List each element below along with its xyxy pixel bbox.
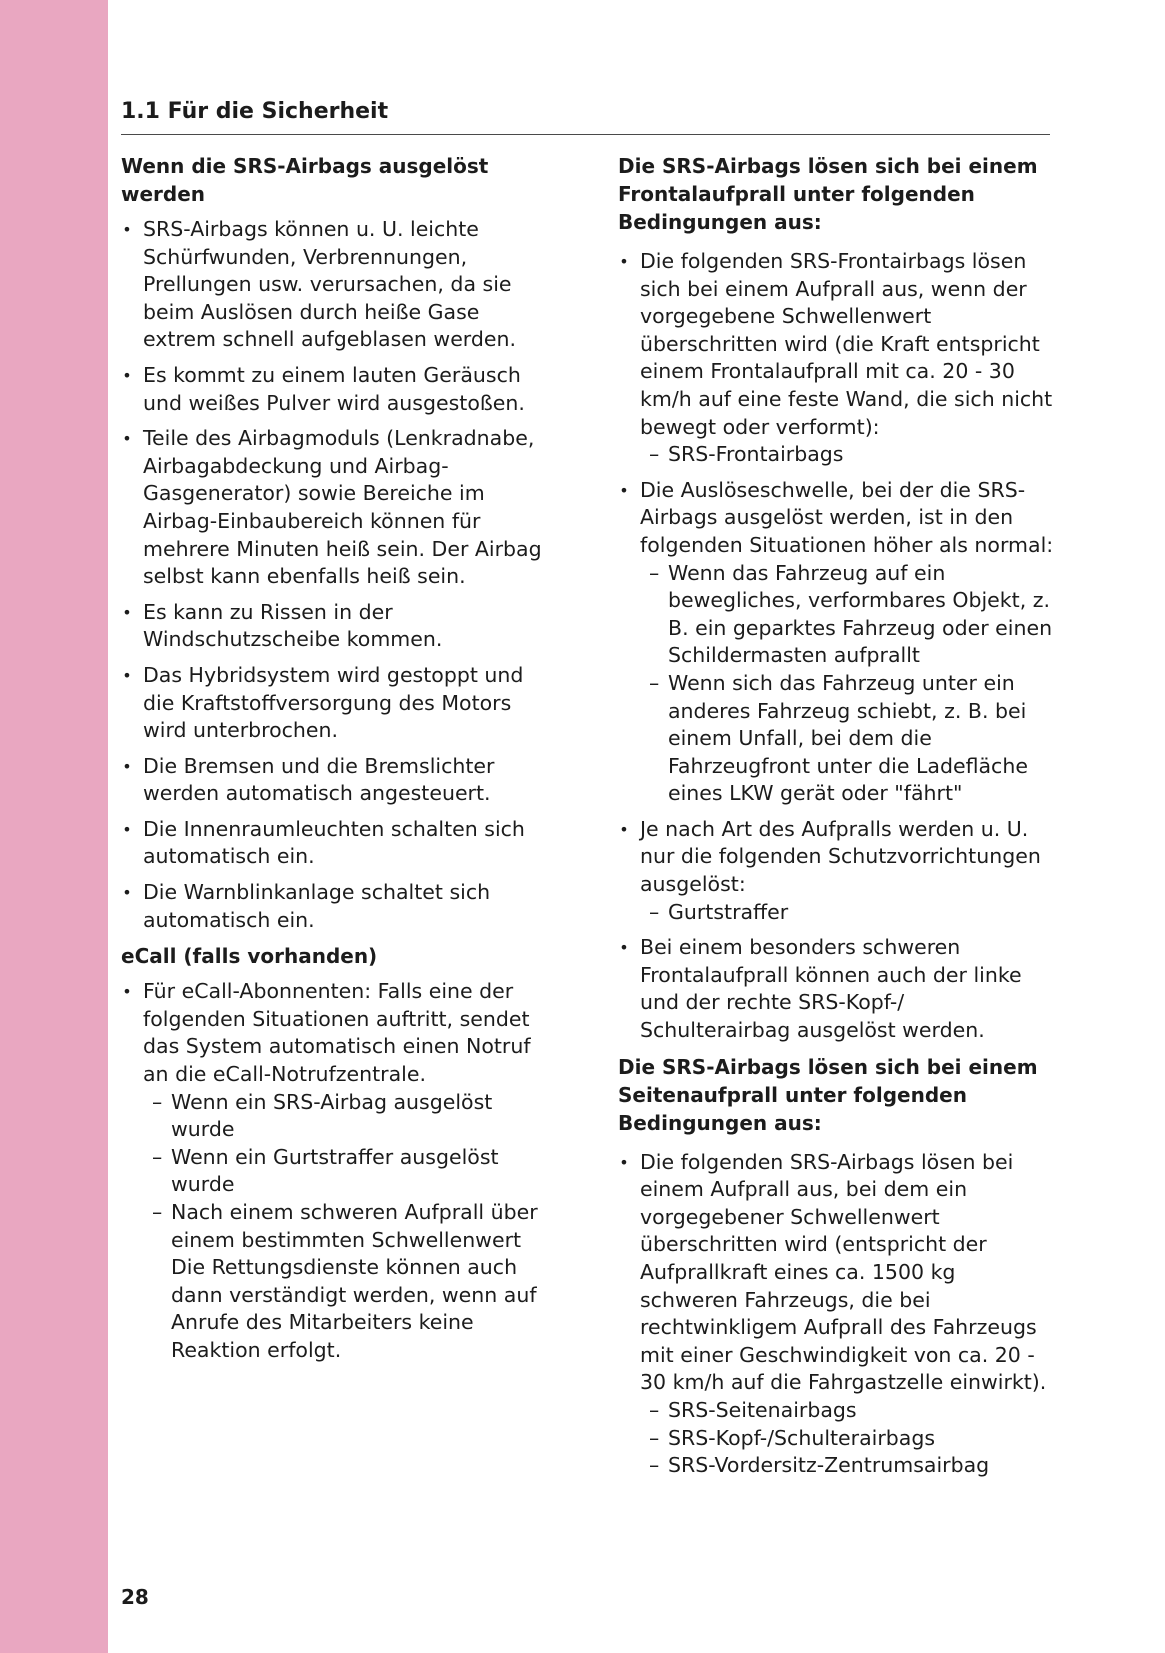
airbag-deployed-list	[121, 216, 551, 934]
list-item: • Die folgenden SRS-Airbags lösen bei einem Aufprall aus, bei dem ein vorgegebener Schwellenwert überschritten wird (entspricht der Aufprallkraft eines ca. 1500 kg schweren Fahrzeugs, die bei rechtwinkligem Aufprall des Fahrzeugs mit einer Geschwindigkeit von ca. 20 - 30 km/h auf die Fahrgastzelle einwirkt). – SRS-Seitenairbags – SRS-Kopf-/Schulterairbags – SRS-Vordersitz-Zentrumsairbag	[618, 1149, 1054, 1480]
dash-item: – Nach einem schweren Aufprall über einem bestimmten Schwellenwert Die Rettungsdienste können auch dann verständigt werden, wenn auf Anrufe des Mitarbeiters keine Reaktion erfolgt.	[152, 1200, 538, 1362]
right-column	[618, 152, 1054, 1488]
dash-icon: –	[649, 442, 660, 467]
bullet-icon: •	[619, 938, 629, 958]
bullet-icon: •	[619, 480, 629, 500]
dash-icon: –	[152, 1200, 163, 1224]
dash-item: – SRS-Vordersitz-Zentrumsairbag	[640, 1452, 1054, 1480]
heading-frontal-impact: Die SRS-Airbags lösen sich bei einem Frontalaufprall unter folgenden Bedingungen aus:	[618, 154, 1038, 234]
dash-icon: –	[649, 1397, 660, 1422]
bullet-icon: •	[122, 982, 132, 1002]
dash-item: – Gurtstraffer	[640, 899, 1054, 927]
page-number: 28	[121, 1585, 149, 1609]
dash-icon: –	[152, 1144, 163, 1169]
list-item: • SRS-Airbags können u. U. leichte Schürfwunden, Verbrennungen, Prellungen usw. verursachen, da sie beim Auslösen durch heiße Gase extrem schnell aufgeblasen werden.	[122, 217, 517, 352]
list-item: • Die Warnblinkanlage schaltet sich automatisch ein.	[122, 880, 491, 932]
dash-item: – Wenn ein SRS-Airbag ausgelöst wurde	[152, 1089, 493, 1142]
list-item: • Die Innenraumleuchten schalten sich automatisch ein.	[122, 816, 525, 869]
bullet-icon: •	[619, 252, 629, 271]
bullet-icon: •	[122, 602, 132, 622]
heading-ecall: eCall (falls vorhanden)	[121, 944, 378, 969]
dash-item: – Wenn das Fahrzeug auf ein bewegliches, verformbares Objekt, z. B. ein geparktes Fahrzeug oder einen Schildermasten aufprallt	[649, 560, 1053, 668]
color-side-bar	[0, 0, 108, 1653]
bullet-icon: •	[619, 1152, 629, 1172]
dash-item: – Wenn sich das Fahrzeug unter ein anderes Fahrzeug schiebt, z. B. bei einem Unfall, bei dem die Fahrzeugfront unter die Ladefläche eines LKW gerät oder "fährt"	[649, 670, 1028, 806]
dash-icon: –	[649, 1453, 660, 1478]
section-title: 1.1 Für die Sicherheit	[121, 99, 389, 124]
list-item: • Teile des Airbagmoduls (Lenkradnabe, Airbagabdeckung und Airbag-Gasgenerator) sowie Bereiche im Airbag-Einbaubereich können für mehrere Minuten heiß sein. Der Airbag selbst kann ebenfalls heiß sein.	[122, 426, 542, 589]
list-item: • Für eCall-Abonnenten: Falls eine der folgenden Situationen auftritt, sendet das System automatisch einen Notruf an die eCall-Notrufzentrale. – Wenn ein SRS-Airbag ausgelöst wurde – Wenn ein Gurtstraffer ausgelöst wurde – Nach einem schweren Aufprall über einem bestimmten Schwellenwert Die Rettungsdienste können auch dann verständigt werden, wenn auf Anrufe des Mitarbeiters keine Reaktion erfolgt.	[121, 978, 551, 1364]
ecall-list	[121, 978, 551, 1364]
dash-item: – Wenn ein Gurtstraffer ausgelöst wurde	[152, 1144, 499, 1197]
dash-icon: –	[649, 670, 660, 695]
bullet-icon: •	[122, 429, 132, 449]
dash-item: – SRS-Seitenairbags	[640, 1397, 1054, 1425]
bullet-icon: •	[619, 819, 629, 839]
list-item: • Die folgenden SRS-Frontairbags lösen sich bei einem Aufprall aus, wenn der vorgegebene Schwellenwert überschritten wird (die Kraft entspricht einem Frontalaufprall mit ca. 20 - 30 km/h auf eine feste Wand, die sich nicht bewegt oder verformt): – SRS-Frontairbags	[618, 248, 1054, 469]
heading-side-impact: Die SRS-Airbags lösen sich bei einem Seitenaufprall unter folgenden Bedingungen aus:	[618, 1054, 1038, 1135]
list-item: • Die Bremsen und die Bremslichter werden automatisch angesteuert.	[122, 753, 495, 806]
left-column	[121, 152, 551, 1373]
dash-item: – SRS-Kopf-/Schulterairbags	[640, 1425, 1054, 1453]
bullet-icon: •	[122, 756, 132, 776]
bullet-icon: •	[122, 883, 132, 903]
bullet-icon: •	[122, 665, 132, 685]
dash-icon: –	[649, 899, 660, 924]
section-header	[121, 97, 1050, 135]
bullet-icon: •	[122, 365, 132, 385]
dash-icon: –	[152, 1089, 163, 1114]
bullet-icon: •	[122, 220, 132, 239]
list-item: • Es kann zu Rissen in der Windschutzscheibe kommen.	[122, 599, 443, 652]
bullet-icon: •	[122, 819, 132, 839]
list-item: • Das Hybridsystem wird gestoppt und die Kraftstoffversorgung des Motors wird unterbrochen.	[122, 662, 524, 743]
frontal-impact-list	[618, 248, 1054, 1045]
dash-item: – SRS-Frontairbags	[640, 441, 1054, 469]
list-item: • Bei einem besonders schweren Frontalaufprall können auch der linke und der rechte SRS-Kopf-/ Schulterairbag ausgelöst werden.	[619, 935, 1022, 1043]
list-item: • Je nach Art des Aufpralls werden u. U. nur die folgenden Schutzvorrichtungen ausgelöst: – Gurtstraffer	[618, 816, 1054, 926]
heading-airbags-deployed: Wenn die SRS-Airbags ausgelöst werden	[121, 154, 489, 206]
dash-icon: –	[649, 1425, 660, 1450]
side-impact-list	[618, 1149, 1054, 1480]
list-item: • Es kommt zu einem lauten Geräusch und weißes Pulver wird ausgestoßen.	[122, 362, 525, 415]
dash-icon: –	[649, 560, 660, 585]
list-item: • Die Auslöseschwelle, bei der die SRS-Airbags ausgelöst werden, ist in den folgenden Situationen höher als normal: – Wenn das Fahrzeug auf ein bewegliches, verformbares Objekt, z. B. ein geparktes Fahrzeug oder einen Schildermasten aufprallt – Wenn sich das Fahrzeug unter ein anderes Fahrzeug schiebt, z. B. bei einem Unfall, bei dem die Fahrzeugfront unter die Ladefläche eines LKW gerät oder "fährt"	[618, 477, 1054, 808]
